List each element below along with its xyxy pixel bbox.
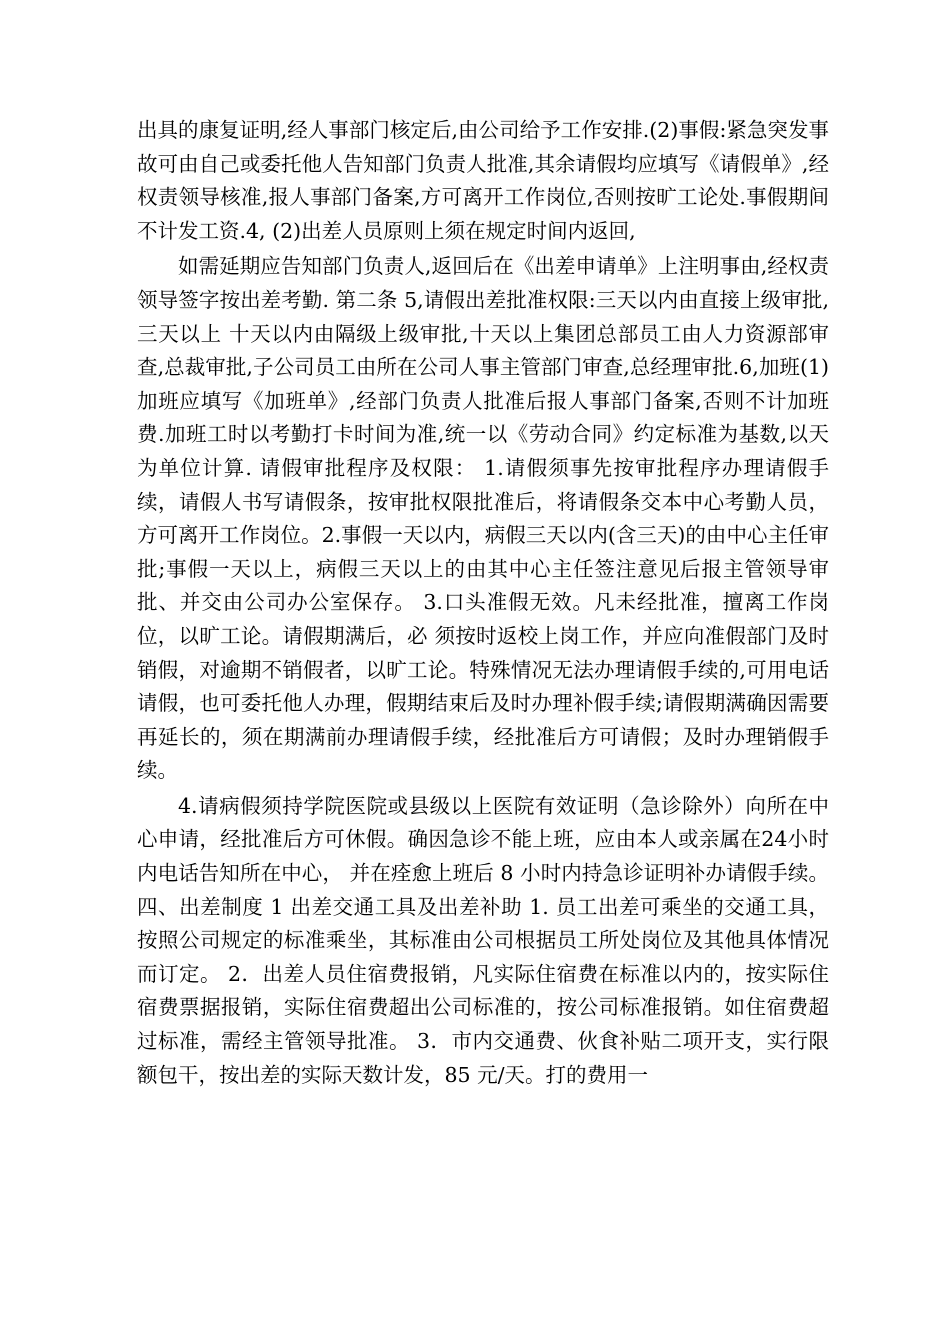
document-body bbox=[137, 114, 829, 1092]
paragraph-1: 出具的康复证明,经人事部门核定后,由公司给予工作安排.(2)事假:紧急突发事故可由自己或委托他人告知部门负责人批准,其余请假均应填写《请假单》,经权责领导核准,报人事部门备案,方可离开工作岗位,否则按旷工论处.事假期间不计发工资.4, (2)出差人员原则上须在规定时间内返回, bbox=[137, 118, 829, 243]
paragraph-2: 如需延期应告知部门负责人,返回后在《出差申请单》上注明事由,经权责领导签字按出差考勤. 第二条 5,请假出差批准权限:三天以内由直接上级审批,三天以上 十天以内由隔级上级审批,十天以上集团总部员工由人力资源部审查,总裁审批,子公司员工由所在公司人事主管部门审查,总经理审批.6,加班(1)加班应填写《加班单》,经部门负责人批准后报人事部门备案,否则不计加班费.加班工时以考勤打卡时间为准,统一以《劳动合同》约定标准为基数,以天为单位计算. 请假审批程序及权限： 1.请假须事先按审批程序办理请假手续，请假人书写请假条，按审批权限批准后，将请假条交本中心考勤人员，方可离开工作岗位。2.事假一天以内，病假三天以内(含三天)的由中心主任审批;事假一天以上，病假三天以上的由其中心主任签注意见后报主管领导审批、并交由公司办公室保存。 3.口头准假无效。凡未经批准，擅离工作岗位，以旷工论。请假期满后，必 须按时返校上岗工作，并应向准假部门及时销假，对逾期不销假者，以旷工论。特殊情况无法办理请假手续的,可用电话请假，也可委托他人办理，假期结束后及时办理补假手续;请假期满确因需要再延长的，须在期满前办理请假手续，经批准后方可请假；及时办理销假手续。 bbox=[137, 254, 829, 783]
paragraph-3: 4.请病假须持学院医院或县级以上医院有效证明（急诊除外）向所在中心申请，经批准后方可休假。确因急诊不能上班，应由本人或亲属在24小时内电话告知所在中心， 并在痊愈上班后 8 小时内持急诊证明补办请假手续。四、出差制度 1 出差交通工具及出差补助 1. 员工出差可乘坐的交通工具，按照公司规定的标准乘坐，其标准由公司根据员工所处岗位及其他具体情况而订定。 2．出差人员住宿费报销，凡实际住宿费在标准以内的，按实际住宿费票据报销，实际住宿费超出公司标准的，按公司标准报销。如住宿费超过标准，需经主管领导批准。 3．市内交通费、伙食补贴二项开支，实行限额包干，按出差的实际天数计发，85 元/天。打的费用一 bbox=[137, 793, 829, 1087]
